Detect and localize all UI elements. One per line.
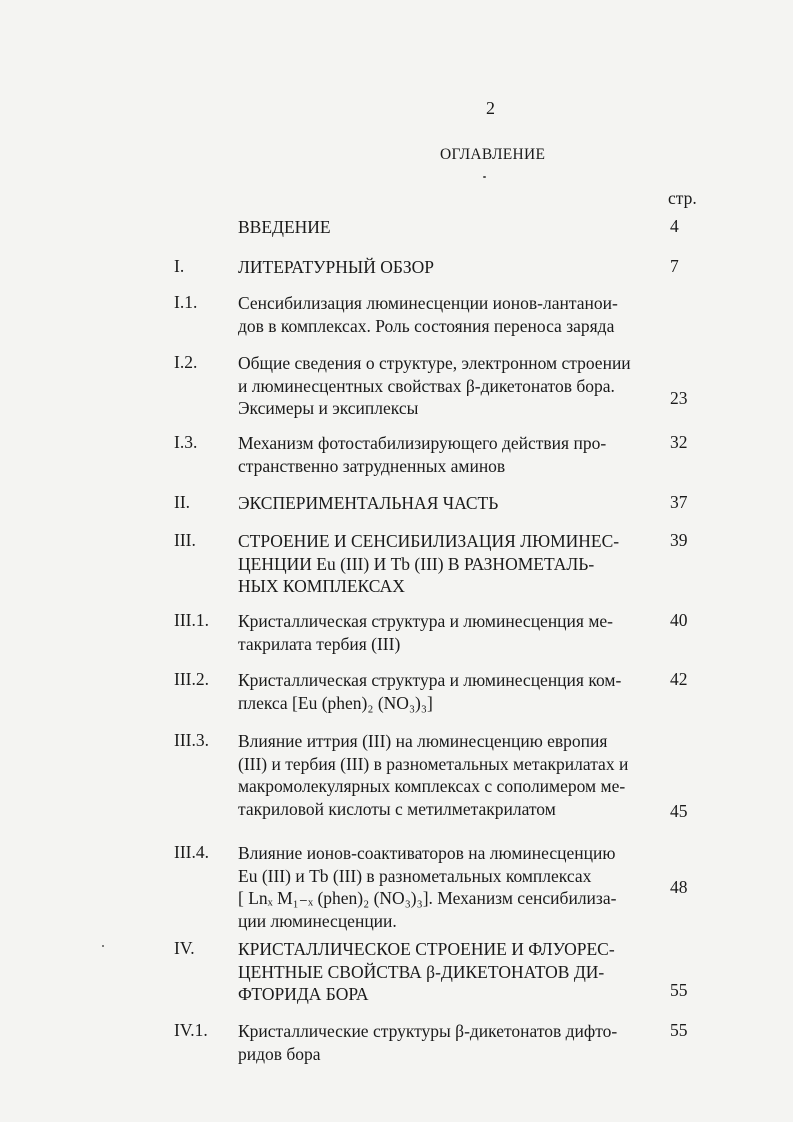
toc-entry-number: III.3. (174, 730, 209, 750)
toc-entry-page: 55 (670, 1020, 688, 1040)
toc-entry-number: I.1. (174, 292, 198, 312)
toc-entry-number: III.4. (174, 842, 209, 862)
toc-entry-page: 48 (670, 877, 688, 897)
toc-entry-title: Кристаллические структуры β-дикетонатов дифто- ридов бора (238, 1021, 618, 1064)
toc-entry-page: 7 (670, 256, 679, 276)
toc-entry-page: 4 (670, 216, 679, 236)
toc-entry-page: 42 (670, 669, 688, 689)
toc-entry-page: 39 (670, 530, 688, 550)
toc-entry-page: 32 (670, 432, 688, 452)
toc-entry-number: III. (174, 530, 196, 550)
toc-entry-page: 23 (670, 388, 688, 408)
toc-entry-title: Кристаллическая структура и люминесценция ме- такрилата тербия (III) (238, 611, 614, 654)
toc-entry-number: I. (174, 256, 185, 276)
toc-entry-title: Влияние иттрия (III) на люминесценцию европия (III) и тербия (III) в разнометальных метакрилатах и макромолекулярных комплексах с сополимером ме- такриловой кислоты с метилметакрилатом (238, 731, 629, 819)
toc-entry-page: 37 (670, 492, 688, 512)
toc-entry-title: Сенсибилизация люминесценции ионов-лантанои- дов в комплексах. Роль состояния переноса заряда (238, 293, 618, 336)
scan-speck (102, 945, 104, 947)
toc-entry-number: I.3. (174, 432, 198, 452)
toc-entry-number: IV.1. (174, 1020, 208, 1040)
toc-entry-number: IV. (174, 938, 195, 958)
toc-entry-title: Общие сведения о структуре, электронном строении и люминесцентных свойствах β-дикетонатов бора. Эксимеры и эксиплексы (238, 353, 631, 418)
toc-entry-number: III.2. (174, 669, 209, 689)
toc-entry-number: II. (174, 492, 191, 512)
page-number: 2 (486, 98, 495, 118)
toc-entry-page: 55 (670, 980, 688, 1000)
toc-entry-title: Кристаллическая структура и люминесценция ком- плекса [Eu (phen)₂ (NO₃)₃] (238, 670, 622, 713)
toc-entry-title: ЭКСПЕРИМЕНТАЛЬНАЯ ЧАСТЬ (238, 493, 499, 513)
toc-entry-title: КРИСТАЛЛИЧЕСКОЕ СТРОЕНИЕ И ФЛУОРЕС- ЦЕНТНЫЕ СВОЙСТВА β-ДИКЕТОНАТОВ ДИ- ФТОРИДА БОРА (238, 939, 615, 1004)
toc-entry-title: Механизм фотостабилизирующего действия про- странственно затрудненных аминов (238, 433, 607, 476)
scan-speck (483, 176, 486, 178)
page-title: ОГЛАВЛЕНИЕ (440, 146, 546, 163)
toc-entry-title: ЛИТЕРАТУРНЫЙ ОБЗОР (238, 257, 435, 277)
toc-entry-number: III.1. (174, 610, 209, 630)
toc-entry-number: I.2. (174, 352, 198, 372)
toc-entry-title: ВВЕДЕНИЕ (238, 217, 331, 237)
toc-entry-title: Влияние ионов-соактиваторов на люминесценцию Eu (III) и Tb (III) в разнометальных комплексах [ Lnₓ M₁₋ₓ (phen)₂ (NO₃)₃]. Механизм сенсибилиза- ции люминесценции. (238, 843, 617, 931)
toc-entry-page: 45 (670, 801, 688, 821)
page-column-label: стр. (668, 188, 697, 208)
toc-entry-title: СТРОЕНИЕ И СЕНСИБИЛИЗАЦИЯ ЛЮМИНЕС- ЦЕНЦИИ Eu (III) И Tb (III) В РАЗНОМЕТАЛЬ- НЫХ КОМПЛЕКСАХ (238, 531, 620, 596)
toc-entry-page: 40 (670, 610, 688, 630)
